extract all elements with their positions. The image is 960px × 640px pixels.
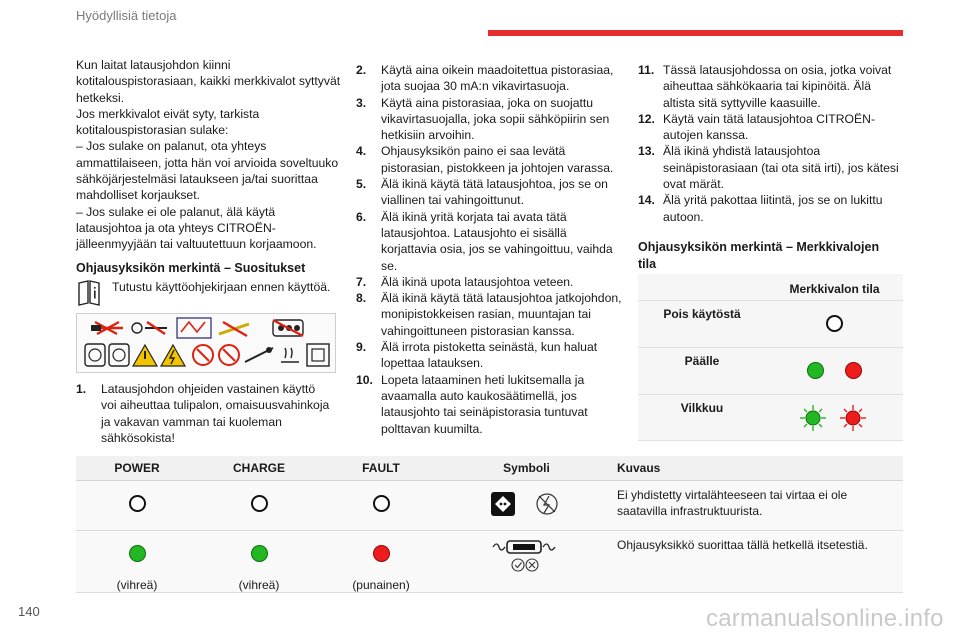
item-number: 2. <box>356 63 367 77</box>
list-item <box>638 143 904 192</box>
flashing-lamps-icon <box>795 403 875 433</box>
safety-list <box>356 62 626 437</box>
text-line: Käytä aina oikein maadoitettua pistorasiaa, <box>381 63 614 77</box>
list-item <box>638 192 904 225</box>
recommendations-heading: Ohjausyksikön merkintä – Suositukset <box>76 260 306 275</box>
green-lamp-icon <box>807 362 824 379</box>
item-number: 6. <box>356 209 367 224</box>
list-item <box>356 274 626 290</box>
table-row <box>76 481 903 531</box>
state-label: Pois käytöstä <box>638 300 766 347</box>
list-item <box>638 62 904 111</box>
list-item <box>356 62 626 95</box>
text-line: hetkisiin arvoihin. <box>381 128 475 143</box>
text-line: saatavilla infrastruktuurista. <box>617 504 763 518</box>
no-water-icon <box>219 345 239 365</box>
no-extension-icon <box>91 322 123 334</box>
text-line: avaamalla auto kaukosäätimellä, jos <box>381 388 577 403</box>
item-number: 10. <box>356 372 373 387</box>
text-line: jota suojaa 30 mA:n vikavirtasuoja. <box>381 79 570 94</box>
text-line: – Jos sulake on palanut, ota yhteys <box>76 139 267 154</box>
heading-line: Ohjausyksikön merkintä – Merkkivalojen <box>638 239 880 254</box>
list-item <box>638 111 904 144</box>
text-line: aiheuttaa sähkökaaria tai kipinöitä. Älä <box>663 79 871 94</box>
column-header: POWER <box>76 456 198 481</box>
text-line: ovat märät. <box>663 177 724 192</box>
text-line: Käytä vain tätä latausjohtoa CITROËN- <box>663 111 876 126</box>
text-line: seinäpistorasiaan (tai ota sitä irti), jos kätesi <box>663 160 899 175</box>
color-label: (vihreä) <box>238 578 280 592</box>
socket-icon <box>109 344 129 366</box>
list-item <box>356 290 626 339</box>
note-text: Tutustu käyttöohjekirjaan ennen käyttöä. <box>112 280 331 294</box>
charge-lamp-green-icon <box>251 545 268 562</box>
power-lamp-off-icon <box>129 495 146 512</box>
intro-paragraph <box>76 57 348 253</box>
description-cell <box>611 531 903 593</box>
text-line: Käytä aina pistorasiaa, joka on suojattu <box>381 95 594 110</box>
warning-symbols-label <box>76 313 336 373</box>
electric-hazard-icon <box>161 345 185 366</box>
text-line: Älä yritä pakottaa liitintä, jos se on lukittu <box>663 193 883 208</box>
text-line: Älä ikinä yritä korjata tai avata tätä <box>381 209 567 224</box>
text-line: Älä irrota pistoketta seinästä, kun haluat <box>381 340 598 355</box>
text-line: autojen kanssa. <box>663 128 749 143</box>
list-item <box>356 176 626 209</box>
text-line: lopettaa latauksen. <box>381 356 484 371</box>
text-line: voi aiheuttaa tulipalon, omaisuusvahinkoja <box>101 398 330 413</box>
text-line: vahingoittuneen pistorasian kanssa. <box>381 323 575 338</box>
color-label: (vihreä) <box>116 578 158 592</box>
warning-triangle-icon <box>133 345 157 366</box>
watermark: carmanualsonline.info <box>706 605 944 632</box>
text-line: – Jos sulake ei ole palanut, älä käytä <box>76 204 276 219</box>
lamp-status-heading <box>638 239 904 273</box>
text-line: jälleenmyyjään tai valtuutettuun korjaamoon. <box>76 237 317 252</box>
text-line: pistorasian, pistokkeen ja johtojen varassa. <box>381 160 614 175</box>
table-row <box>638 347 903 394</box>
cross-icon <box>526 559 538 571</box>
text-line: ja vakavan vamman tai kuoleman <box>101 414 282 429</box>
table-row <box>76 531 903 593</box>
book-icon <box>76 279 102 307</box>
text-line: Tässä latausjohdossa on osia, jotka voivat <box>663 63 892 77</box>
no-adapter-icon <box>132 322 167 334</box>
table-row <box>638 394 903 440</box>
item-number: 9. <box>356 340 367 355</box>
lamp-state-header: Merkkivalon tila <box>766 274 903 300</box>
text-line: sähköjärjestelmäsi lataukseen ja/tai suorittaa <box>76 172 318 187</box>
text-line: Älä ikinä käytä tätä latausjohtoa jatkojohdon, <box>381 291 622 306</box>
item-number: 14. <box>638 193 655 208</box>
lamp-off-icon <box>826 315 843 332</box>
text-line: mahdolliset korjaukset. <box>76 188 200 203</box>
text-line: Kun laitat latausjohdon kiinni <box>76 58 231 72</box>
header-accent-bar <box>488 30 903 36</box>
check-icon <box>512 559 524 571</box>
text-line: Älä ikinä yhdistä latausjohtoa <box>663 144 821 159</box>
list-item <box>356 95 626 144</box>
column-header: Kuvaus <box>611 456 903 481</box>
item-number: 1. <box>76 382 87 396</box>
item-number: 3. <box>356 95 367 110</box>
item-number: 11. <box>638 63 655 77</box>
state-label: Vilkkuu <box>638 394 766 440</box>
item-number: 13. <box>638 144 655 159</box>
table-row <box>638 300 903 347</box>
text-line: hetkeksi. <box>76 90 125 105</box>
text-line: kotitalouspistorasian sulake: <box>76 123 229 138</box>
socket-icon <box>85 344 105 366</box>
safety-list <box>638 62 904 225</box>
text-line: Älä ikinä upota latausjohtoa veteen. <box>381 274 574 289</box>
list-item <box>356 339 626 372</box>
text-line: viallinen tai vahingoittunut. <box>381 193 524 208</box>
no-pull-icon <box>245 347 273 362</box>
no-fire-icon <box>193 345 213 365</box>
text-line: sähkösokista! <box>101 430 175 445</box>
text-line: Lopeta lataaminen heti lukitsemalla ja <box>381 372 585 387</box>
inspection-icon <box>177 318 211 338</box>
indicator-table <box>76 456 903 593</box>
text-line: altista sitä syttyville kaasuille. <box>663 95 821 110</box>
column-3 <box>638 62 904 273</box>
text-line: latausjohtoa. Latausjohto ei sisällä <box>381 225 567 240</box>
manual-note <box>76 279 348 309</box>
text-line: korjattavia osia, jos se vahingoittuu, vaihda <box>381 242 613 257</box>
text-line: monipistokkeisen rasian, muuntajan tai <box>381 307 592 322</box>
plug-icon <box>487 491 567 517</box>
column-header: FAULT <box>320 456 442 481</box>
text-line: Ei yhdistetty virtalähteeseen tai virtaa ei ole <box>617 488 848 502</box>
text-line: Älä ikinä käytä tätä latausjohtoa, jos se on <box>381 177 608 192</box>
item-number: 5. <box>356 177 367 192</box>
list-item <box>356 143 626 176</box>
text-line: Latausjohdon ohjeiden vastainen käyttö <box>101 382 316 396</box>
lamp-status-table <box>638 274 903 441</box>
item-1 <box>76 381 348 446</box>
no-damage-icon <box>219 322 249 336</box>
item-number: 4. <box>356 144 367 159</box>
item-number: 8. <box>356 291 367 306</box>
heading-line: tila <box>638 256 657 271</box>
charge-lamp-off-icon <box>251 495 268 512</box>
item-number: 12. <box>638 111 655 126</box>
no-multi-socket-icon <box>273 320 303 336</box>
column-1 <box>76 57 348 277</box>
text-line: Ohjausyksikkö suorittaa tällä hetkellä itsetestiä. <box>617 538 868 552</box>
text-line: ammattilaiseen, jotta hän voi arvioida soveltuuko <box>76 155 339 170</box>
power-lamp-green-icon <box>129 545 146 562</box>
text-line: latausjohtoa ja ota yhteys CITROËN- <box>76 220 276 235</box>
hot-surface-icon <box>281 348 299 362</box>
red-lamp-icon <box>845 362 862 379</box>
list-item <box>356 209 626 274</box>
section-title: Hyödyllisiä tietoja <box>76 8 177 23</box>
page-number: 140 <box>18 604 40 619</box>
column-header: CHARGE <box>198 456 320 481</box>
column-2 <box>356 62 626 437</box>
list-item <box>76 381 348 446</box>
fault-lamp-off-icon <box>373 495 390 512</box>
column-header: Symboli <box>442 456 611 481</box>
control-unit-icon <box>487 537 567 573</box>
double-insulation-icon <box>307 344 329 366</box>
color-label: (punainen) <box>352 578 410 592</box>
no-power-icon <box>537 494 557 514</box>
fault-lamp-red-icon <box>373 545 390 562</box>
text-line: polttavan kuumilta. <box>381 421 483 436</box>
text-line: se. <box>381 258 398 273</box>
text-line: latausjohto tai seinäpistorasia tuntuvat <box>381 405 588 420</box>
text-line: Jos merkkivalot eivät syty, tarkista <box>76 106 260 121</box>
text-line: kotitalouspistorasiaan, kaikki merkkivalot syttyvät <box>76 74 341 89</box>
list-item <box>356 372 626 437</box>
description-cell <box>611 481 903 531</box>
text-line: Ohjausyksikön paino ei saa levätä <box>381 144 566 159</box>
state-label: Päälle <box>638 347 766 394</box>
text-line: vikavirtasuojalla, joka sopii sähköpiirin sen <box>381 111 610 126</box>
text-line: autoon. <box>663 209 704 224</box>
item-number: 7. <box>356 274 367 289</box>
